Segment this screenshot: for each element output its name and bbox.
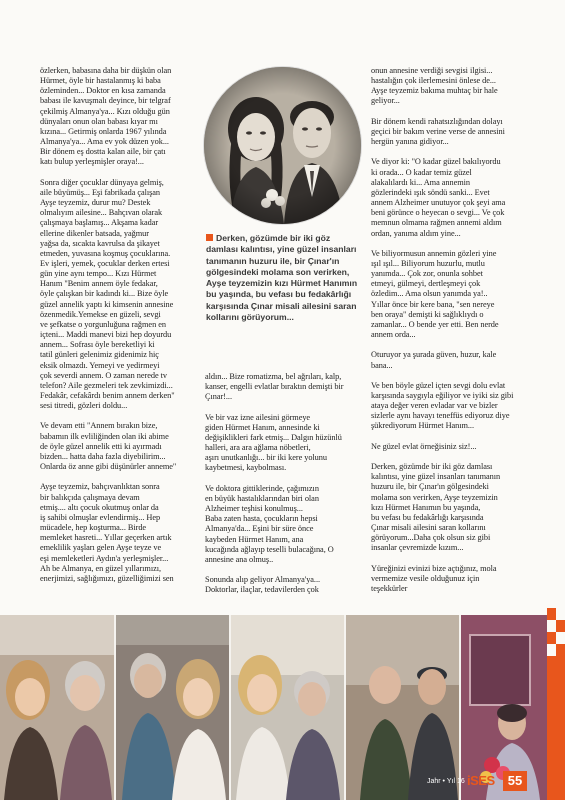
article-column-right: onun annesine verdiği sevgisi ilgisi... hastalığın çok ilerlemesini önlese de... Ayşe teyzemiz bakıma muhtaç bir hale geliyor... Bir dönem kendi rahatsızlığından dolayı geçici bir bakım verine verse de annesini hergün yanına gidiyor... Ve diyor ki: "O kadar güzel bakılıyordu ki orada... O kadar temiz güzel alakalılardı ki... Ama annemin gözlerindeki ışık söndü sanki... Evet annem Alzheimer unutuyor çok şeyi ama beni görünce o heyecan o sevgi... Ve çok memnun olmama rağmen annemi aldım ordan, yanıma aldım yine... Ve biliyormusun annemin gözleri yine ışıl ışıl... Biliyorum huzurlu, mutlu yanımda... Çok zor, onunla sohbet etmeyi, gülmeyi, dertleşmeyi çok özledim... Ama olsun yanımda ya!.. Yıllar önce bir kere bana, "sen nereye ben oraya" demişti ki sağlıklıydı o zamanlar... O bende yer etti. Ben nerde annem orda... Oturuyor ya şurada güven, huzur, kale bana... Ve ben böyle güzel içten sevgi dolu evlat karşısında saygıyla eğiliyor ve iyiki siz gibi ataya değer veren evladar var ve bizler sizlerle aynı havayı teneffüs ediyoruz diye şükrediyorum Hürmet Hanım... Ne güzel evlat örneğisiniz siz!... Derken, gözümde bir iki göz damlası kalıntısı, yine güzel insanları tanımanın huzuru ile, bir Çınar'ın gölgesindeki molama son verirken, Ayşe teyzemizin kızı Hürmet Hanımın bu yaşında, bu vefası bu fedakârlığı karşısında Çınar misali ailesini saran kollarını görüyorum...Daha çok olsun siz gibi insanlar çevremizde kızım... Yüreğinizi evinizi bize açtığınız, mola vermemize vesile olduğunuz için teşekkürler (371, 66, 514, 593)
vintage-couple-photo-drawing (204, 67, 361, 224)
collage-photo-3 (230, 615, 345, 800)
collage-photo-4 (345, 615, 460, 800)
checkered-page-edge (547, 608, 565, 800)
magazine-brand-logo: iSES (467, 773, 495, 788)
orange-square-bullet (206, 234, 213, 241)
collage-photo-2 (115, 615, 230, 800)
article-column-left: özlerken, babasına daha bir düşkün olan Hürmet, öyle bir hastalanmış ki baba özleminden... Doktor en kısa zamanda babası ile kavuşmalı deyince, bir telgraf çekilmiş Almanya'ya... Kızı olduğu gün dünyaları onun olan babası kıyar mı kızına... Getirmiş onlarda 1967 yılında Almanya'ya... Ama ev yok düzen yok... Bir dönem eş dostta kalan aile, bir çatı katı bulup yerleşmişler oraya!... Sonra diğer çocuklar dünyaya gelmiş, aile büyümüş... Eşi fabrikada çalışan Ayşe teyzemiz, durur mu? Destek olmalıyım ailesine... Bahçıvan olarak çalışmaya başlamış... Akşama kadar ellerine dikenler batsada, yağmur yağsa da, sıcakta kavrulsa da şikayet etmeden, yuvasına koşmuş çocuklarına. Ev işleri, yemek, çocuklar derken ertesi gün yine aynı tempo... Kızı Hürmet Hanım "Benim annem öyle fedakar, öyle çalışkan bir kadındı ki... Bize öyle güzel annelik yaptı ki kimsenin annesine özenmedik.Yemekse en güzeli, sevgi ve şefkatse o yorgunluğuna rağmen en içteni... Maddi manevi bizi hep doyurdu annem... Sofrası öyle bereketliyi ki tatil günleri gelenimiz gidenimiz hiç eksik olmazdı. Yemeyi ve yedirmeyi çok severdi annem. O zaman nerede tv telefon? Aile gezmeleri tek zevkimizdi... Fedakâr, cefakârdı benim annem derken" sesi titredi, gözleri doldu... Ve devam etti "Annem bırakın bize, babamın ilk evliliğinden olan iki abime de öyle güzel annelik etti ki ayırmadı bizden... hatta daha fazla diyebilirim... Onlarda öz anne gibi düşünürler anneme" Ayşe teyzemiz, bahçıvanlıktan sonra bir balıkçıda çalışmaya devam etmiş.... altı çocuk okutmuş onlar da iş sahibi olmuşlar evlendirmiş... Hep mücadele, hep koşturma... Birde memleket hasreti... Yıllar geçerken artık emeklilik yaşları gelen Ayşe teyze ve eşi memleketleri Aydın'a yerleşmişler... Ah be Almanya, en güzel yıllarımızı, enerjimizi, sağlığımızı, güzelliğimizi sen (40, 66, 177, 583)
pull-quote-text: Derken, gözümde bir iki göz damlası kalıntısı, yine güzel insanları tanımanın huzuru ile, bir Çınar'ın gölgesindeki molama son verirken, Ayşe teyzemizin kızı Hürmet Hanımın bu yaşında, bu vefası bu fedakârlığı karşısında Çınar misali ailesini saran kollarını görüyorum... (206, 233, 358, 323)
vintage-couple-photo (203, 66, 362, 225)
article-column-middle: aldın... Bize romatizma, bel ağrıları, kalp, kanser, engelli evlatlar bıraktın demişti bir Çınar!... Ve bir vaz izne ailesini görmeye giden Hürmet Hanım, annesinde ki değişiklikleri fark etmiş... Dalgın hüzünlü halleri, ara ara ağlama nöbetleri, aşırı unutkanlığı... bir iki kere yolunu kaybetmesi, kaybolması. Ve doktora gittiklerinde, çağımızın en büyük hastalıklarından biri olan Alzheimer teşhisi konulmuş... Baba zaten hasta, çocukların hepsi Almanya'da... Eşini bir süre önce kaybeden Hürmet Hanım, ana kucağında ağlayıp teselli bulacağına, O annesine ana olmuş.. Sonunda alıp geliyor Almanya'ya... Doktorlar, ilaçlar, tedavilerden çok (205, 372, 344, 595)
issue-label: Jahr • Yıl 16 (427, 778, 465, 785)
page-number: 55 (503, 771, 527, 791)
collage-photo-1 (0, 615, 115, 800)
pull-quote (206, 233, 366, 323)
